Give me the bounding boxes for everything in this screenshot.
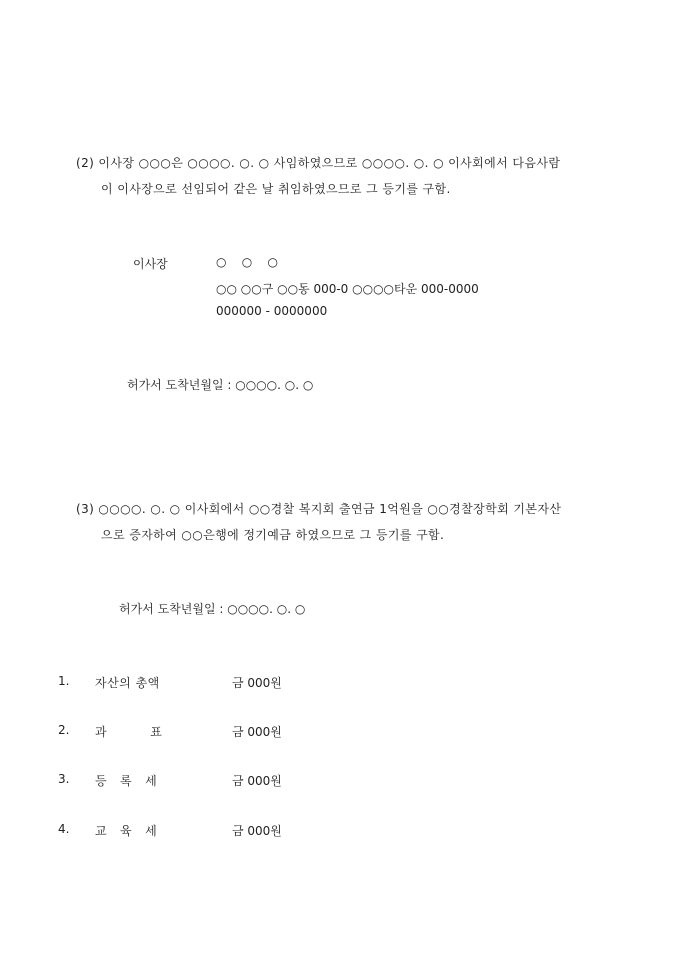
fee-label: 교 육 세 xyxy=(95,824,158,838)
fee-amount: 금 000원 xyxy=(232,725,282,739)
section-3-line-2: 으로 증자하여 ○○은행에 정기예금 하였으므로 그 등기를 구함. xyxy=(101,528,445,542)
section-3-paragraph xyxy=(76,496,636,548)
fee-number: 2. xyxy=(58,723,70,737)
fee-number: 1. xyxy=(58,674,70,688)
section-3-permit-date: 허가서 도착년월일 : ○○○○. ○. ○ xyxy=(119,602,306,616)
chair-address: ○○ ○○구 ○○동 000-0 ○○○○타운 000-0000 xyxy=(216,282,479,296)
fee-amount: 금 000원 xyxy=(232,774,282,788)
fee-number: 4. xyxy=(58,822,70,836)
section-3-line-1: (3) ○○○○. ○. ○ 이사회에서 ○○경찰 복지회 출연금 1억원을 ○○경찰장학회 기본자산 xyxy=(76,502,562,516)
section-2-line-1: (2) 이사장 ○○○은 ○○○○. ○. ○ 사임하였으므로 ○○○○. ○. ○ 이사회에서 다음사람 xyxy=(76,156,561,170)
chair-name: ○ ○ ○ xyxy=(216,255,278,269)
fee-amount: 금 000원 xyxy=(232,824,282,838)
fee-label: 자산의 총액 xyxy=(95,676,160,690)
fee-number: 3. xyxy=(58,772,70,786)
section-2-line-2: 이 이사장으로 선임되어 같은 날 취임하였으므로 그 등기를 구함. xyxy=(101,182,451,196)
chair-title: 이사장 xyxy=(133,257,168,271)
chair-resident-id: 000000 - 0000000 xyxy=(216,304,328,318)
fee-label: 등 록 세 xyxy=(95,774,158,788)
section-2-permit-date: 허가서 도착년월일 : ○○○○. ○. ○ xyxy=(127,378,314,392)
section-2-paragraph xyxy=(76,150,636,202)
fee-amount: 금 000원 xyxy=(232,676,282,690)
fee-label: 과 표 xyxy=(95,725,163,739)
